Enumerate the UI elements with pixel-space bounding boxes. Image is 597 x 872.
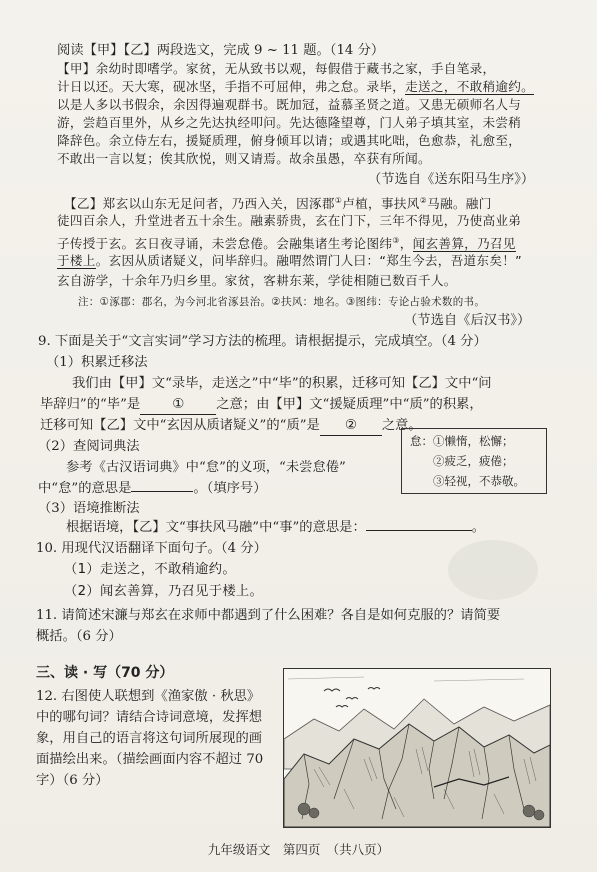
footnote-marker: ③ (392, 236, 400, 245)
q9-part1-text: 我们由【甲】文“录毕，走送之”中“毕”的积累，迁移可知【乙】文中“问 (72, 376, 492, 391)
dictionary-box (401, 428, 547, 494)
q12-text: 面描绘出来。（描绘画面内容不超过 70 (36, 752, 264, 767)
section-3-heading: 三、读 · 写（70 分） (36, 665, 174, 681)
answer-blank-4[interactable] (366, 530, 472, 531)
yi-source: （节选自《后汉书》） (404, 313, 531, 328)
mountain-sketch (284, 669, 550, 827)
footnotes: 注：①涿郡：郡名，为今河北省涿县治。②扶风：地名。③图纬：专论占验术数的书。 (78, 296, 486, 308)
yi-line (64, 192, 492, 213)
q9-text: 之意；由【甲】文“援疑质理”中“质”的积累， (216, 397, 483, 412)
yi-text: 子传授于玄。玄日夜寻诵，未尝怠倦。会融集诸生考论图纬 (57, 236, 393, 252)
yi-text: 卢植，事扶风 (342, 196, 420, 212)
q9-part2-text: 参考《古汉语词典》中“怠”的义项，“未尝怠倦” (66, 460, 346, 475)
dictionary-entry: ②疲乏，疲倦； (433, 454, 514, 468)
answer-blank-1[interactable]: ① (140, 396, 216, 415)
yi-underlined-sentence: 于楼上 (57, 253, 96, 268)
q9-part3-heading: （3）语境推断法 (38, 501, 140, 516)
q9-text: 根据语境，【乙】文“事扶风马融”中“事”的意思是： (66, 520, 366, 535)
q10-sentence-1: （1）走送之，不敢稍逾约。 (64, 562, 236, 577)
jia-line (57, 114, 521, 132)
q10-title: 10. 用现代汉语翻译下面句子。（4 分） (36, 541, 267, 556)
jia-text: 降辞色。余立侍左右，援疑质理，俯身倾耳以请；或遇其叱咄，色愈恭，礼愈至， (57, 133, 522, 148)
q12-text: 字）（6 分） (36, 773, 109, 788)
answer-blank-2[interactable]: ② (320, 417, 382, 436)
dictionary-entry: 怠：①懒惰，松懈； (410, 434, 514, 448)
jia-text: 【甲】余幼时即嗜学。家贫，无从致书以观，每假借于藏书之家，手自笔录， (57, 61, 496, 76)
yi-text: 【乙】郑玄以山东无足问者，乃西入关，因涿郡 (64, 196, 335, 212)
jia-source: （节选自《送东阳马生序》） (368, 172, 535, 187)
footnote-marker: ① (334, 196, 343, 205)
q10-sentence-2: （2）闻玄善算，乃召见于楼上。 (64, 584, 264, 599)
q9-text: 。（填序号） (193, 481, 267, 496)
q11-text: 11. 请简述宋濂与郑玄在求师中都遇到了什么困难？各自是如何克服的？请简要 (36, 608, 501, 623)
footnote-marker: ② (419, 196, 428, 205)
jia-text: 计日以还。天大寒，砚冰坚，手指不可屈伸，弗之怠。录毕， (57, 79, 406, 94)
q12-text: 象，用自己的语言将这句词所展现的画 (36, 731, 263, 746)
q9-part1-text (40, 417, 422, 436)
jia-line (57, 96, 521, 114)
jia-line (57, 78, 534, 96)
jia-text: 以是人多以书假余，余因得遍观群书。既加冠，益慕圣贤之道。又患无硕师名人与 (57, 97, 522, 112)
q9-part2-text (38, 480, 267, 498)
dictionary-entry: ③轻视，不恭敬。 (433, 474, 525, 488)
mountain-landscape-illustration (283, 668, 551, 828)
q9-text: 迁移可知【乙】文中“玄因从质诸疑义”的“质”是 (40, 418, 320, 433)
q9-part3-text (66, 519, 485, 537)
q9-part2-heading: （2）查阅词典法 (38, 439, 140, 454)
answer-blank-3[interactable] (131, 491, 193, 492)
yi-text: 马融。融门 (427, 196, 492, 212)
q9-part1-text (40, 396, 483, 415)
jia-text: 不敢出一言以复；俟其欣悦，则又请焉。故余虽愚，卒获有所闻。 (57, 151, 431, 166)
yi-line (57, 272, 457, 290)
jia-line (57, 60, 495, 78)
q9-title: 9. 下面是关于“文言实词”学习方法的梳理。请根据提示，完成填空。（4 分） (38, 334, 487, 349)
reading-intro: 阅读【甲】【乙】两段选文，完成 9 ~ 11 题。（14 分） (57, 43, 385, 58)
yi-line (57, 232, 516, 253)
q9-part1-heading: （1）积累迁移法 (46, 355, 148, 370)
q9-text: 之意。 (381, 418, 422, 433)
yi-text: 徒四百余人，升堂进者五十余生。融素骄贵，玄在门下，三年不得见，乃使高业弟 (57, 213, 522, 228)
page-footer: 九年级语文 第四页 （共八页） (207, 842, 390, 857)
yi-text: 玄自游学，十余年乃归乡里。家贫，客耕东莱，学徒相随已数百千人。 (57, 273, 457, 288)
yi-line (57, 252, 522, 270)
yi-underlined-sentence: 闻玄善算，乃召见 (412, 236, 516, 252)
q11-text: 概括。（6 分） (36, 629, 122, 644)
jia-line (57, 150, 431, 168)
yi-text: ， (399, 236, 413, 252)
yi-line (57, 212, 521, 230)
yi-text: 。玄因从质诸疑义，问毕辞归。融喟然谓门人曰：“郑生今去，吾道东矣！” (95, 253, 522, 268)
q9-text: 。 (471, 520, 486, 535)
jia-text: 游，尝趋百里外，从乡之先达执经叩问。先达德隆望尊，门人弟子填其室，未尝稍 (57, 115, 522, 130)
q9-text: 中“怠”的意思是 (38, 481, 132, 496)
faint-stamp-mark (448, 540, 538, 600)
q9-text: 毕辞归”的“毕”是 (40, 397, 141, 412)
jia-underlined-sentence: 走送之，不敢稍逾约。 (405, 79, 535, 94)
q12-text: 中的哪句词？请结合诗词意境，发挥想 (36, 710, 263, 725)
q12-text: 12. 右图使人联想到《渔家傲 · 秋思》 (36, 689, 261, 704)
jia-line (57, 132, 521, 150)
